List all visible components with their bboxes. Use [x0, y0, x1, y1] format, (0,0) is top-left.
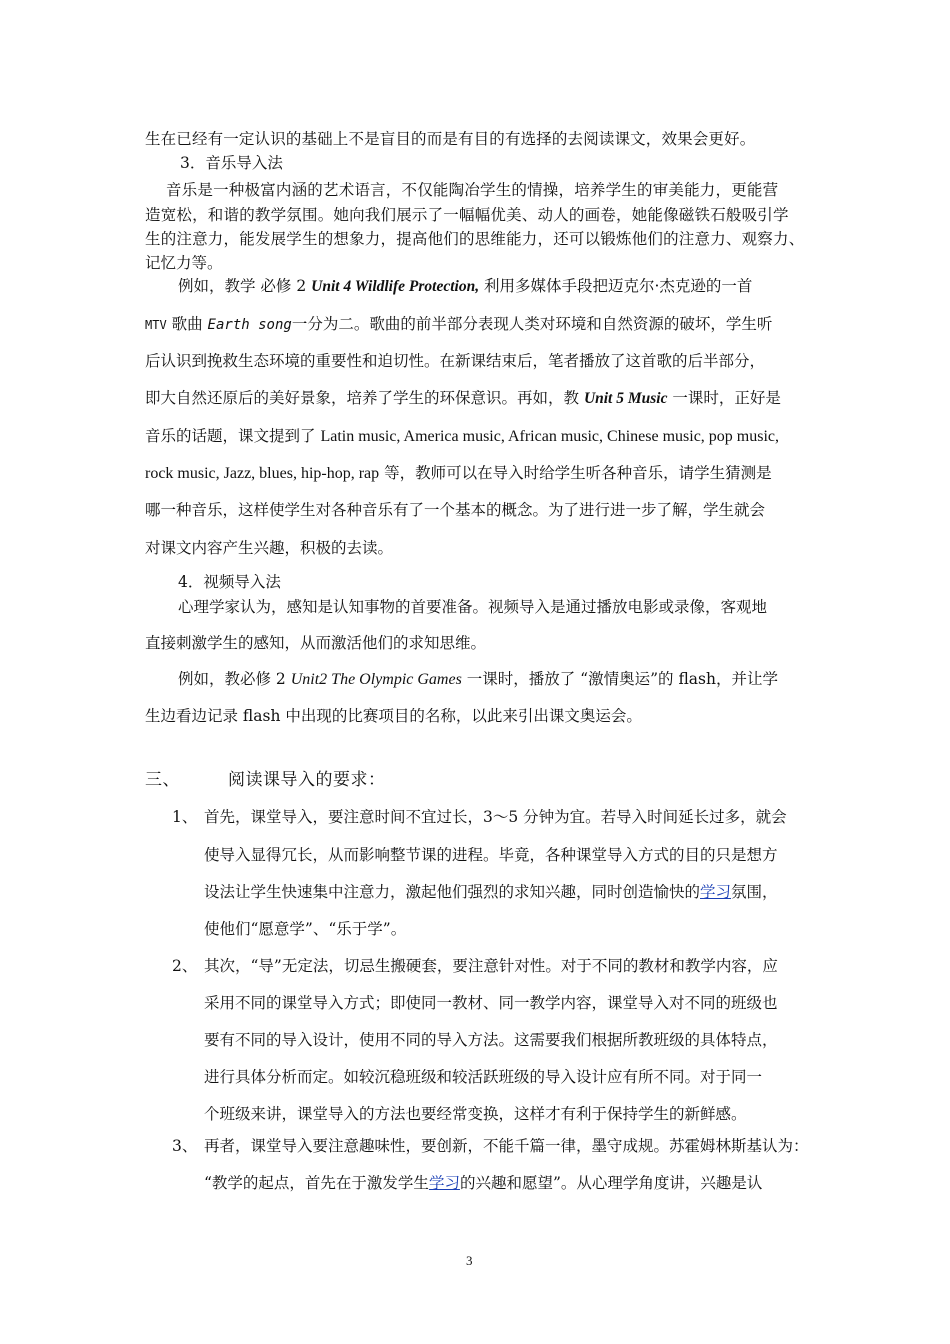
list-item-line: 进行具体分析而定。如较沉稳班级和较活跃班级的导入设计应有所不同。对于同一: [204, 1068, 763, 1086]
text-run: rock music, Jazz, blues, hip-hop, rap: [145, 465, 380, 482]
list-number: 2、: [172, 957, 198, 975]
study-link[interactable]: 学习: [428, 1174, 460, 1192]
text-run: 例如，教学 必修 2: [178, 277, 312, 295]
list-item-line: 采用不同的课堂导入方式；即使同一教材、同一教学内容，课堂导入对不同的班级也: [204, 994, 778, 1012]
subheading-video-intro: 4．视频导入法: [178, 573, 281, 591]
paragraph-line: 造宽松，和谐的教学氛围。她向我们展示了一幅幅优美、动人的画卷，她能像磁铁石般吸引学: [145, 206, 789, 224]
text-run: 一分为二。歌曲的前半部分表现人类对环境和自然资源的破坏，学生听: [291, 315, 773, 333]
text-run: 歌曲: [166, 315, 208, 333]
paragraph-line: [145, 387, 781, 410]
text-run: 一课时，播放了 “激情奥运”的 flash，并让学: [461, 670, 778, 688]
text-run: 一课时，正好是: [667, 389, 781, 407]
section-title: 阅读课导入的要求：: [228, 770, 386, 790]
paragraph-line: [178, 275, 752, 298]
study-link[interactable]: 学习: [700, 883, 732, 901]
paragraph-line: 后认识到挽救生态环境的重要性和迫切性。在新课结束后，笔者播放了这首歌的后半部分，: [145, 352, 766, 370]
paragraph-line: [145, 425, 779, 448]
unit-title: Unit 5 Music: [583, 390, 668, 407]
page-number: 3: [466, 1253, 473, 1268]
list-number: 1、: [172, 808, 198, 826]
text-run: 利用多媒体手段把迈克尔·杰克逊的一首: [479, 277, 753, 295]
paragraph-line: 生的注意力，能发展学生的想象力，提高他们的思维能力，还可以锻炼他们的注意力、观察力、: [145, 230, 805, 248]
paragraph-line: 直接刺激学生的感知，从而激活他们的求知思维。: [145, 634, 487, 652]
text-run: Latin music, America music, African music, Chinese music, pop music,: [320, 428, 780, 445]
paragraph-line: 哪一种音乐，这样使学生对各种音乐有了一个基本的概念。为了进行进一步了解，学生就会: [145, 501, 766, 519]
list-item-line: 要有不同的导入设计，使用不同的导入方法。这需要我们根据所教班级的具体特点，: [204, 1031, 778, 1049]
list-number: 3、: [172, 1137, 198, 1155]
paragraph-line: 对课文内容产生兴趣，积极的去读。: [145, 539, 394, 557]
text-run: 例如，教必修 2: [178, 670, 291, 688]
paragraph-line: 生边看边记录 flash 中出现的比赛项目的名称，以此来引出课文奥运会。: [145, 707, 642, 725]
song-title: Earth song: [207, 317, 292, 333]
text-run: 设法让学生快速集中注意力，激起他们强烈的求知兴趣，同时创造愉快的: [204, 883, 701, 901]
list-item-line: 个班级来讲，课堂导入的方法也要经常变换，这样才有利于保持学生的新鲜感。: [204, 1105, 747, 1123]
text-run: “教学的起点，首先在于激发学生: [204, 1174, 429, 1192]
text-run: 氛围，: [731, 883, 778, 901]
paragraph-line: 音乐是一种极富内涵的艺术语言，不仅能陶冶学生的情操，培养学生的审美能力，更能营: [166, 181, 779, 199]
list-item-line: 再者，课堂导入要注意趣味性，要创新，不能千篇一律，墨守成规。苏霍姆林斯基认为：: [204, 1137, 809, 1155]
subheading-music-intro: 3．音乐导入法: [180, 154, 283, 172]
list-item-line: [204, 1172, 762, 1194]
text-run: 等，教师可以在导入时给学生听各种音乐，请学生猜测是: [379, 464, 772, 482]
paragraph-line: 记忆力等。: [145, 254, 223, 272]
paragraph-line: 生在已经有一定认识的基础上不是盲目的而是有目的有选择的去阅读课文，效果会更好。: [145, 130, 756, 148]
list-item-line: 使导入显得冗长，从而影响整节课的进程。毕竟，各种课堂导入方式的目的只是想方: [204, 846, 778, 864]
list-item-line: 其次，“导”无定法，切忌生搬硬套，要注意针对性。对于不同的教材和教学内容，应: [204, 957, 778, 975]
text-run: 即大自然还原后的美好景象，培养了学生的环保意识。再如，教: [145, 389, 584, 407]
text-run: 音乐的话题，课文提到了: [145, 427, 321, 445]
text-run: 的兴趣和愿望”。从心理学角度讲，兴趣是认: [459, 1174, 763, 1192]
list-item-line: 首先，课堂导入，要注意时间不宜过长，3～5 分钟为宜。若导入时间延长过多，就会: [204, 808, 787, 826]
list-item-line: [204, 881, 778, 903]
unit-title: Unit2 The Olympic Games: [290, 671, 462, 688]
paragraph-line: [145, 462, 772, 485]
section-number: 三、: [145, 770, 180, 790]
paragraph-line: [145, 313, 772, 336]
paragraph-line: 心理学家认为，感知是认知事物的首要准备。视频导入是通过播放电影或录像，客观地: [178, 598, 768, 616]
unit-title: Unit 4 Wildlife Protection,: [311, 278, 480, 295]
list-item-line: 使他们“愿意学”、“乐于学”。: [204, 920, 407, 938]
paragraph-line: [178, 668, 778, 691]
text-run: MTV: [145, 318, 167, 332]
